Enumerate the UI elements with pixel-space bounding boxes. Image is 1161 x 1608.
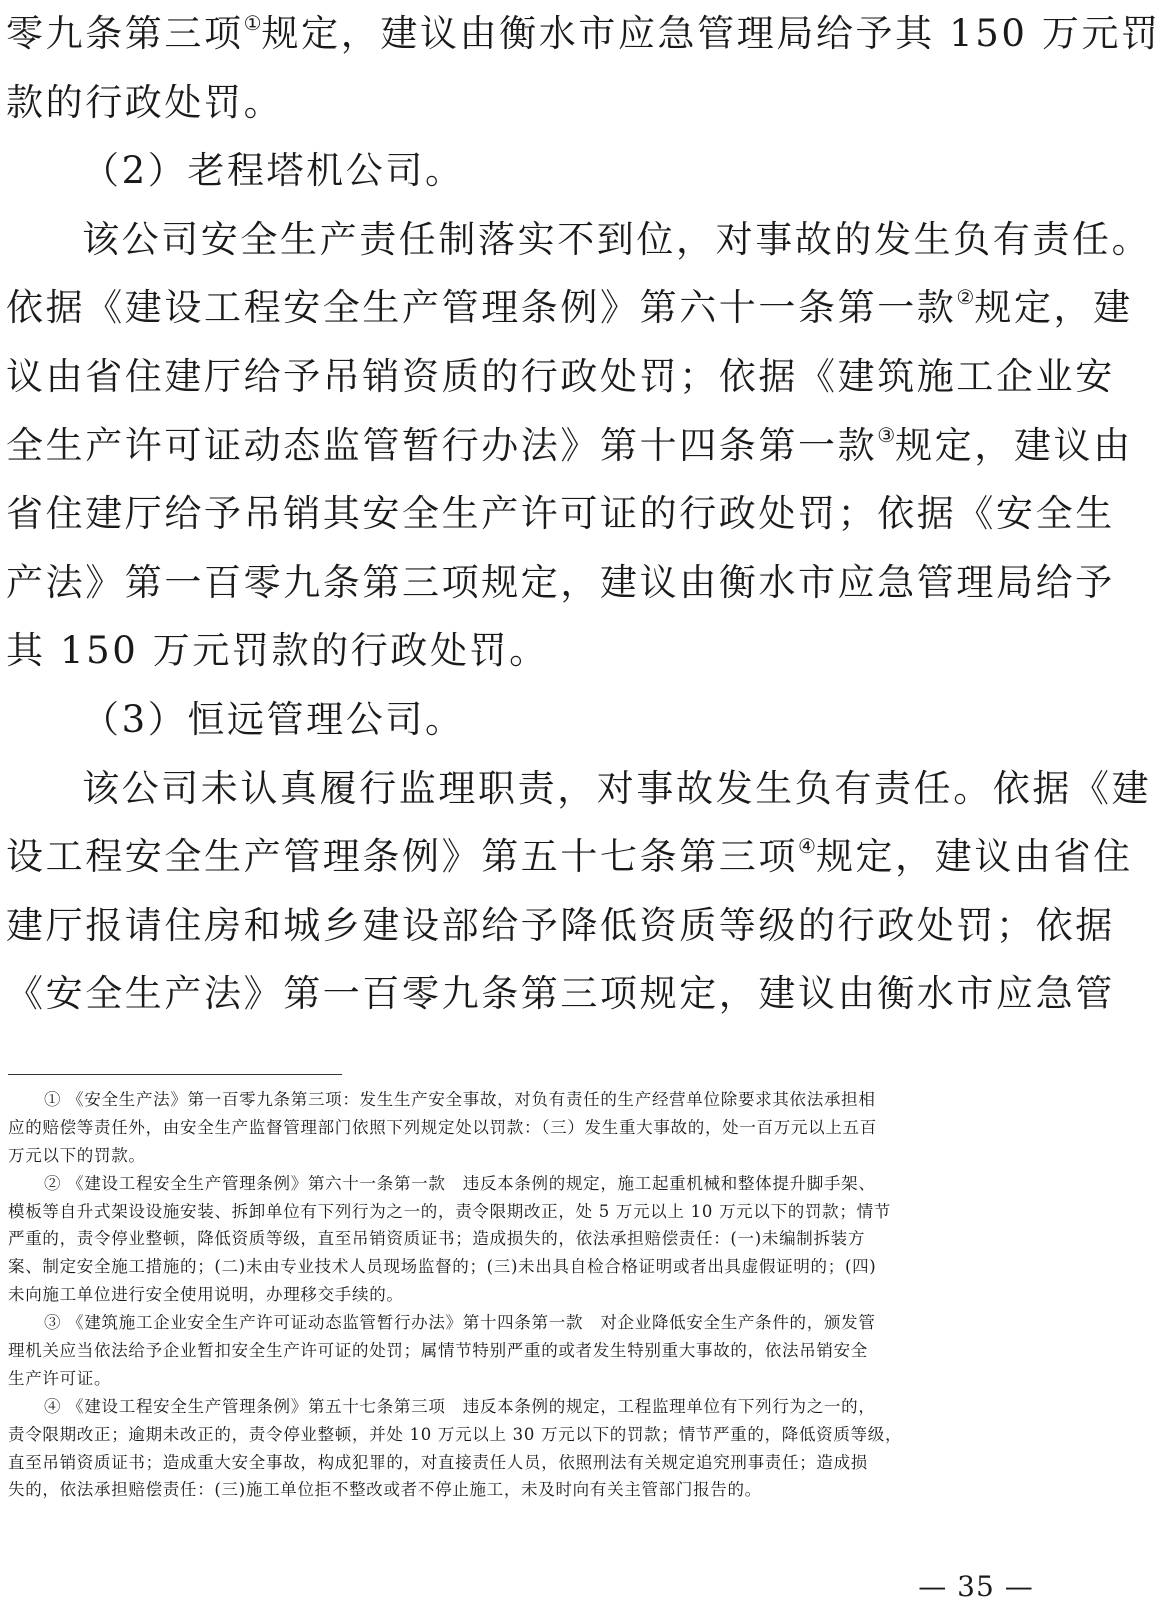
footnote-1-cont: 万元以下的罚款。 — [8, 1145, 146, 1165]
footnote-2-cont: 未向施工单位进行安全使用说明，办理移交手续的。 — [8, 1285, 404, 1305]
footnote-4-cont: 责令限期改正；逾期未改正的，责令停业整顿，并处 10 万元以上 30 万元以下的罚款；情节严重的，降低资质等级， — [8, 1424, 903, 1444]
footnote-ref-4[interactable]: ④ — [798, 834, 816, 859]
footnote-ref-3[interactable]: ③ — [877, 422, 896, 447]
body-line-6: 议由省住建厅给予吊销资质的行政处罚；依据《建筑施工企业安 — [6, 354, 1115, 398]
footnote-divider — [8, 1074, 342, 1075]
footnote-ref-1[interactable]: ① — [243, 11, 262, 35]
body-line-5: 依据《建设工程安全生产管理条例》第六十一条第一款②规定，建 — [6, 285, 1133, 330]
footnote-1: ① 《安全生产法》第一百零九条第三项：发生生产安全事故，对负有责任的生产经营单位除要求其依法承担相 — [44, 1090, 876, 1109]
footnote-3-cont: 生产许可证。 — [8, 1368, 112, 1388]
body-line-15: 《安全生产法》第一百零九条第三项规定，建议由衡水市应急管 — [6, 972, 1115, 1016]
footnote-2-cont: 案、制定安全施工措施的；(二)未由专业技术人员现场监督的；(三)未出具自检合格证明或者出具虚假证明的；(四) — [8, 1257, 877, 1277]
footnote-4: ④ 《建设工程安全生产管理条例》第五十七条第三项 违反本条例的规定，工程监理单位有下列行为之一的， — [44, 1396, 876, 1416]
page-number: — 35 — — [918, 1570, 1034, 1603]
body-line-8: 省住建厅给予吊销其安全生产许可证的行政处罚；依据《安全生 — [6, 492, 1115, 536]
body-line-13: 设工程安全生产管理条例》第五十七条第三项④规定，建议由省住 — [6, 834, 1133, 879]
body-text — [6, 0, 1161, 1029]
footnote-2-cont: 模板等自升式架设设施安装、拆卸单位有下列行为之一的，责令限期改正，处 5 万元以上 10 万元以下的罚款；情节 — [8, 1201, 891, 1221]
section-heading-3: （3）恒远管理公司。 — [82, 697, 465, 741]
footnote-4-cont: 失的，依法承担赔偿责任：(三)施工单位拒不整改或者不停止施工，未及时向有关主管部门报告的。 — [8, 1480, 762, 1500]
body-line-9: 产法》第一百零九条第三项规定，建议由衡水市应急管理局给予 — [6, 560, 1115, 604]
footnote-2-cont: 严重的，责令停业整顿，降低资质等级，直至吊销资质证书；造成损失的，依法承担赔偿责任：(一)未编制拆装方 — [8, 1229, 866, 1249]
footnote-3: ③ 《建筑施工企业安全生产许可证动态监管暂行办法》第十四条第一款 对企业降低安全生产条件的，颁发管 — [44, 1313, 876, 1333]
footnote-ref-2[interactable]: ② — [956, 285, 975, 310]
footnote-1-cont: 应的赔偿等责任外，由安全生产监督管理部门依照下列规定处以罚款：（三）发生重大事故的，处一百万元以上五百 — [8, 1117, 877, 1137]
body-line-12: 该公司未认真履行监理职责，对事故发生负有责任。依据《建 — [82, 766, 1152, 810]
footnotes — [8, 1086, 1070, 1504]
section-heading-2: （2）老程塔机公司。 — [82, 149, 465, 193]
body-line-4: 该公司安全生产责任制落实不到位，对事故的发生负有责任。 — [82, 217, 1152, 261]
body-line-10: 其 150 万元罚款的行政处罚。 — [6, 629, 549, 673]
body-line-14: 建厅报请住房和城乡建设部给予降低资质等级的行政处罚；依据 — [6, 903, 1115, 947]
footnote-2: ② 《建设工程安全生产管理条例》第六十一条第一款 违反本条例的规定，施工起重机械和整体提升脚手架、 — [44, 1173, 876, 1193]
body-line-2: 款的行政处罚。 — [6, 80, 284, 124]
body-line-7: 全生产许可证动态监管暂行办法》第十四条第一款③规定，建议由 — [6, 422, 1133, 467]
footnote-4-cont: 直至吊销资质证书；造成重大安全事故，构成犯罪的，对直接责任人员，依照刑法有关规定追究刑事责任；造成损 — [8, 1452, 868, 1472]
footnote-3-cont: 理机关应当依法给予企业暂扣安全生产许可证的处罚；属情节特别严重的或者发生特别重大事故的，依法吊销安全 — [8, 1341, 868, 1361]
body-line-1: 零九条第三项①规定，建议由衡水市应急管理局给予其 150 万元罚 — [6, 11, 1161, 55]
